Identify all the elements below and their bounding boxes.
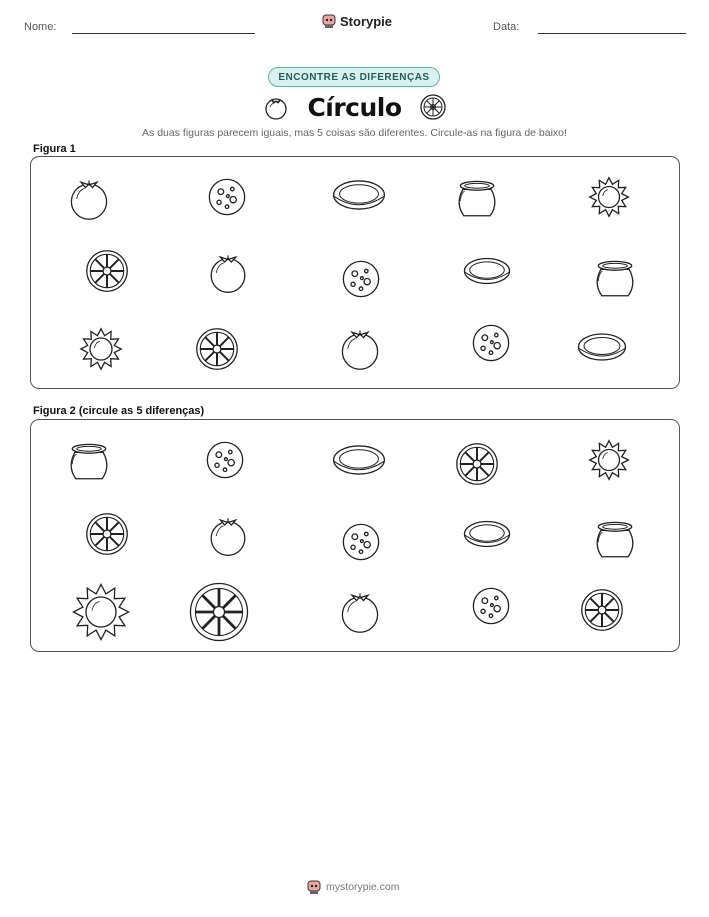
title-row: [262, 91, 447, 123]
plate-icon[interactable]: [332, 433, 386, 487]
sun-icon[interactable]: [588, 439, 630, 481]
sun-icon[interactable]: [71, 582, 131, 642]
plate-icon[interactable]: [463, 510, 511, 558]
wheel-icon: [419, 93, 447, 121]
storypie-mascot-icon: [322, 13, 336, 29]
plate-icon: [577, 322, 627, 372]
figure2-panel[interactable]: [30, 419, 680, 652]
moon-icon[interactable]: [470, 585, 512, 627]
moon-icon[interactable]: [204, 439, 246, 481]
page-title: Círculo: [307, 92, 402, 122]
footer-url[interactable]: mystorypie.com: [326, 881, 400, 893]
wheel-icon: [85, 249, 129, 293]
figure1-label: Figura 1: [33, 143, 76, 155]
date-label: Data:: [493, 21, 520, 33]
brand-logo: [322, 13, 392, 29]
tomato-icon[interactable]: [338, 590, 382, 634]
wheel-icon[interactable]: [85, 512, 129, 556]
tomato-icon: [67, 177, 111, 221]
wheel-icon[interactable]: [188, 581, 250, 643]
pot-icon[interactable]: [593, 518, 637, 562]
sun-icon: [79, 327, 123, 371]
moon-icon: [206, 176, 248, 218]
sun-icon: [588, 176, 630, 218]
footer: [307, 879, 400, 895]
moon-icon: [340, 258, 382, 300]
name-label: Nome:: [24, 21, 57, 33]
figure2-label: Figura 2 (circule as 5 diferenças): [33, 405, 205, 417]
date-line[interactable]: [538, 33, 686, 34]
pot-icon: [593, 257, 637, 301]
moon-icon[interactable]: [340, 521, 382, 563]
tomato-icon: [262, 93, 290, 121]
plate-icon: [332, 168, 386, 222]
wheel-icon[interactable]: [455, 442, 499, 486]
storypie-mascot-icon: [307, 879, 321, 895]
brand-name: Storypie: [340, 13, 393, 29]
wheel-icon: [195, 327, 239, 371]
tomato-icon: [338, 327, 382, 371]
name-line[interactable]: [72, 33, 255, 34]
instructions: As duas figuras parecem iguais, mas 5 coisas são diferentes. Circule-as na figura de baixo!: [142, 127, 567, 139]
tomato-icon: [207, 252, 249, 294]
tomato-icon[interactable]: [207, 515, 249, 557]
pot-icon: [455, 177, 499, 221]
pot-icon[interactable]: [67, 440, 111, 484]
activity-banner: ENCONTRE AS DIFERENÇAS: [268, 67, 440, 87]
moon-icon: [470, 322, 512, 364]
wheel-icon[interactable]: [580, 588, 624, 632]
plate-icon: [463, 247, 511, 295]
figure1-panel: [30, 156, 680, 389]
